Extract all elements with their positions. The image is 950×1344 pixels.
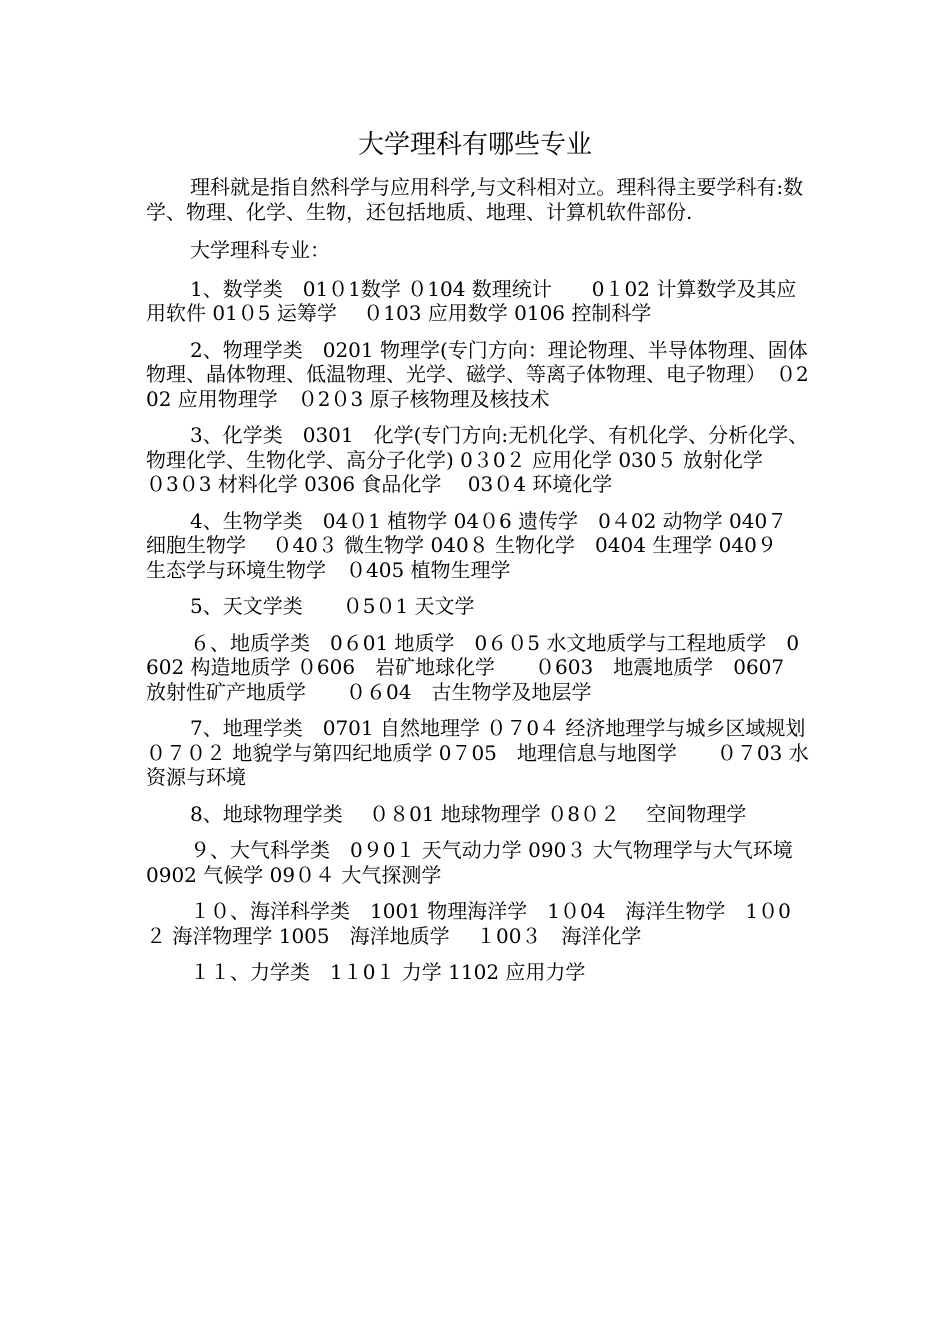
document-body [146, 175, 846, 997]
category-marine: １０、海洋科学类 1001 物理海洋学 1０04 海洋生物学 1０0２ 海洋物理学 1005 海洋地质学 １00３ 海洋化学 [146, 899, 791, 948]
category-geophysics: 8、地球物理学类 ０８01 地球物理学 ０8０２ 空间物理学 [190, 801, 747, 826]
document-title: 大学理科有哪些专业 [357, 130, 592, 160]
category-mechanics: １１、力学类 1１0１ 力学 1102 应用力学 [190, 960, 586, 984]
category-physics: 2、物理学类 0201 物理学(专门方向：理论物理、半导体物理、固体物理、晶体物理、低温物理、光学、磁学、等离子体物理、电子物理） ０202 应用物理学 ０2０3 原子核物理及核技术 [146, 337, 809, 411]
category-atmospheric: ９、大气科学类 0９0１ 天气动力学 090３ 大气物理学与大气环境 0902 气候学 09０４ 大气探测学 [146, 838, 813, 887]
category-chemistry: 3、化学类 0301 化学(专门方向:无机化学、有机化学、分析化学、物理化学、生物化学、高分子化学) 0３0２ 应用化学 030５ 放射化学 ０3０3 材料化学 0306 食品化学 03０4 环境化学 [146, 423, 809, 496]
category-geology: ６、地质学类 0６01 地质学 0６０5 水文地质学与工程地质学 0602 构造地质学 ０606 岩矿地球化学 ０603 地震地质学 0607 放射性矿产地质学 ０６04 古生物学及地层学 [146, 630, 800, 704]
subheading: 大学理科专业： [190, 238, 330, 262]
category-astronomy: 5、天文学类 ０5０1 天文学 [190, 594, 475, 618]
category-geography: 7、地理学类 0701 自然地理学 ０７0４ 经济地理学与城乡区域规划 ０７０２ 地貌学与第四纪地质学 0７05 地理信息与地图学 ０７03 水资源与环境 [146, 716, 846, 789]
category-math: 1、数学类 01０1数学 ０104 数理统计 0１02 计算数学及其应用软件 01０5 运筹学 ０103 应用数学 0106 控制科学 [146, 276, 797, 325]
category-biology: 4、生物学类 04０1 植物学 04０6 遗传学 0４02 动物学 040７ 细胞生物学 ０40３ 微生物学 040８ 生物化学 0404 生理学 040９ 生态学与环境生物学 ０405 植物生理学 [146, 508, 797, 582]
intro-paragraph: 理科就是指自然科学与应用科学,与文科相对立。理科得主要学科有:数学、物理、化学、生物，还包括地质、地理、计算机软件部份. [146, 175, 804, 224]
